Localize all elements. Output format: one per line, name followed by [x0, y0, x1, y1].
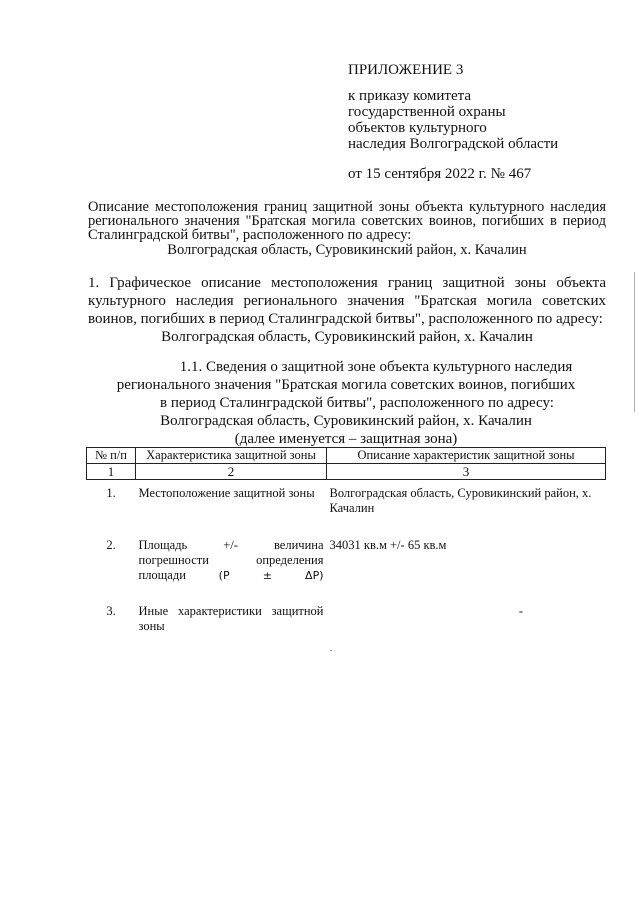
table-index-row: [87, 464, 606, 480]
row-description: Волгоградская область, Суровикинский район, х. Качалин: [329, 486, 592, 515]
row-number: 2.: [106, 538, 116, 552]
section-1: [88, 274, 606, 346]
table-row: [87, 480, 606, 531]
description-text: Описание местоположения границ защитной зоны объекта культурного наследия регионального значения "Братская могила советских воинов, погибших в период Сталинградской битвы", расположенного по адресу:: [88, 199, 606, 243]
characteristic-text: Местоположение защитной зоны: [138, 486, 315, 500]
section-1-text: 1. Графическое описание местоположения границ защитной зоны объекта культурного наследия регионального значения "Братская могила советских воинов, погибших в период Сталинградской битвы", расположенного по адресу:: [88, 275, 606, 327]
heading-line: регионального значения "Братская могила советских воинов, погибших: [116, 377, 576, 393]
row-description: 34031 кв.м +/- 65 кв.м: [329, 538, 447, 552]
area-formula: (P ± ΔP): [218, 569, 324, 582]
order-date: от 15 сентября 2022 г. № 467: [348, 166, 532, 182]
table-row: [87, 530, 606, 596]
heading-line: (далее именуется – защитная зона): [234, 431, 458, 447]
description-address: Волгоградская область, Суровикинский район, х. Качалин: [167, 242, 527, 258]
table-header-row: [87, 448, 606, 464]
order-line: государственной охраны: [348, 104, 506, 120]
heading-line: в период Сталинградской битвы", расположенного по адресу:: [160, 395, 554, 411]
scan-edge-line: [634, 272, 635, 412]
row-number: 1.: [106, 486, 116, 500]
table-row: [87, 596, 606, 634]
row-characteristic: [136, 596, 327, 634]
section-1-address: Волгоградская область, Суровикинский район, х. Качалин: [161, 329, 533, 345]
order-line: объектов культурного: [348, 120, 487, 136]
row-characteristic: [136, 480, 327, 531]
heading-line: Волгоградская область, Суровикинский район, х. Качалин: [160, 413, 532, 429]
order-line: к приказу комитета: [348, 88, 472, 104]
characteristic-text: Иные характеристики защитной зоны: [138, 604, 324, 633]
boundary-description: [88, 200, 606, 257]
row-characteristic: [136, 530, 327, 596]
row-number: 3.: [106, 604, 116, 618]
protective-zone-table: [86, 447, 606, 634]
appendix-block: [348, 62, 598, 182]
index-cell: 2: [136, 464, 327, 480]
heading-line: 1.1. Сведения о защитной зоне объекта культурного наследия: [179, 359, 573, 375]
index-cell: 1: [87, 464, 136, 480]
section-1-1-heading: [96, 358, 596, 448]
header-description: Описание характеристик защитной зоны: [327, 448, 606, 464]
characteristic-text: Площадь +/- величина погрешности определения площади: [138, 538, 324, 582]
empty-value-dash: -: [518, 604, 524, 618]
row-description: [327, 596, 606, 634]
order-line: наследия Волгоградской области: [348, 136, 559, 152]
header-characteristic: Характеристика защитной зоны: [136, 448, 327, 464]
header-number: № п/п: [87, 448, 136, 464]
index-cell: 3: [327, 464, 606, 480]
appendix-title: ПРИЛОЖЕНИЕ 3: [348, 62, 464, 78]
scan-speck: [330, 650, 332, 651]
